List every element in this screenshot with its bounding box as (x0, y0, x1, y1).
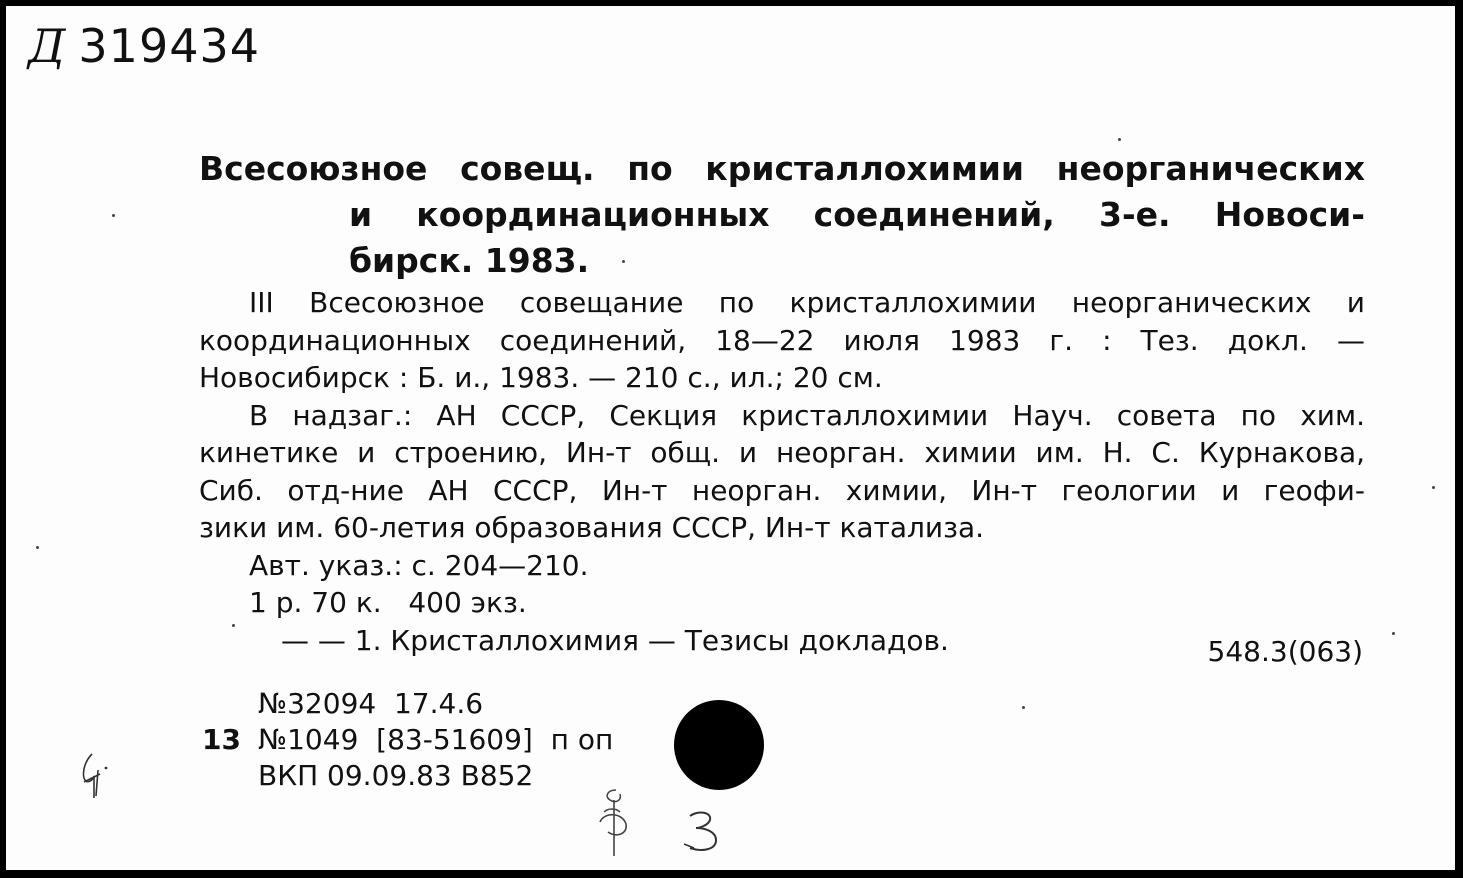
speck (112, 214, 115, 217)
bibliographic-description (199, 284, 1365, 659)
title-line: координационных соединений, 18—22 июля 1983 г. : Тез. докл. — (199, 323, 1365, 357)
speck (36, 546, 39, 549)
accession-row (202, 722, 613, 758)
punch-hole (674, 700, 764, 790)
note-line: кинетике и строению, Ин-т общ. и неорган. химии им. Н. С. Курнакова, (199, 436, 1365, 469)
subject-tracing: — — 1. Кристаллохимия — Тезисы докладов. (281, 623, 949, 657)
accession-number: 13 (202, 723, 241, 756)
speck (1392, 632, 1395, 635)
speck (232, 624, 235, 627)
pencil-mark-bottom (586, 782, 746, 862)
heading-line: бирск. 1983. (349, 241, 590, 280)
speck (622, 260, 625, 263)
price-run: 1 р. 70 к. 400 экз. (249, 586, 527, 619)
call-number (28, 14, 260, 78)
title-line: Новосибирск : Б. и., 1983. — 210 с., ил.; 20 см. (199, 361, 883, 394)
udc-classification: 548.3(063) (1207, 635, 1363, 668)
note-line: зики им. 60-летия образования СССР, Ин-т катализа. (199, 511, 985, 544)
speck (1118, 138, 1121, 141)
note-line: В надзаг.: АН СССР, Секция кристаллохимии Науч. совета по хим. (249, 398, 1365, 432)
note-line: Сиб. отд-ние АН СССР, Ин-т неорган. химии, Ин-т геологии и геофи- (199, 473, 1365, 507)
title-line: III Всесоюзное совещание по кристаллохимии неорганических и (249, 286, 1365, 319)
accession-line: №32094 17.4.6 (258, 687, 484, 720)
author-index: Авт. указ.: с. 204—210. (249, 548, 589, 582)
accession-block (202, 686, 613, 794)
call-number-value: 319434 (78, 19, 261, 73)
heading-line: Всесоюзное совещ. по кристаллохимии неорганических (199, 149, 1365, 188)
heading-line: и координационных соединений, 3-е. Новоси- (349, 195, 1365, 234)
pencil-mark-left (72, 746, 112, 806)
catalog-card (6, 6, 1455, 870)
call-number-prefix: Д (28, 19, 67, 73)
accession-line: №1049 [83-51609] п оп (258, 723, 614, 756)
card-heading (199, 146, 1365, 284)
speck (1022, 706, 1025, 709)
speck (1432, 486, 1435, 489)
accession-line: ВКП 09.09.83 В852 (258, 759, 534, 792)
